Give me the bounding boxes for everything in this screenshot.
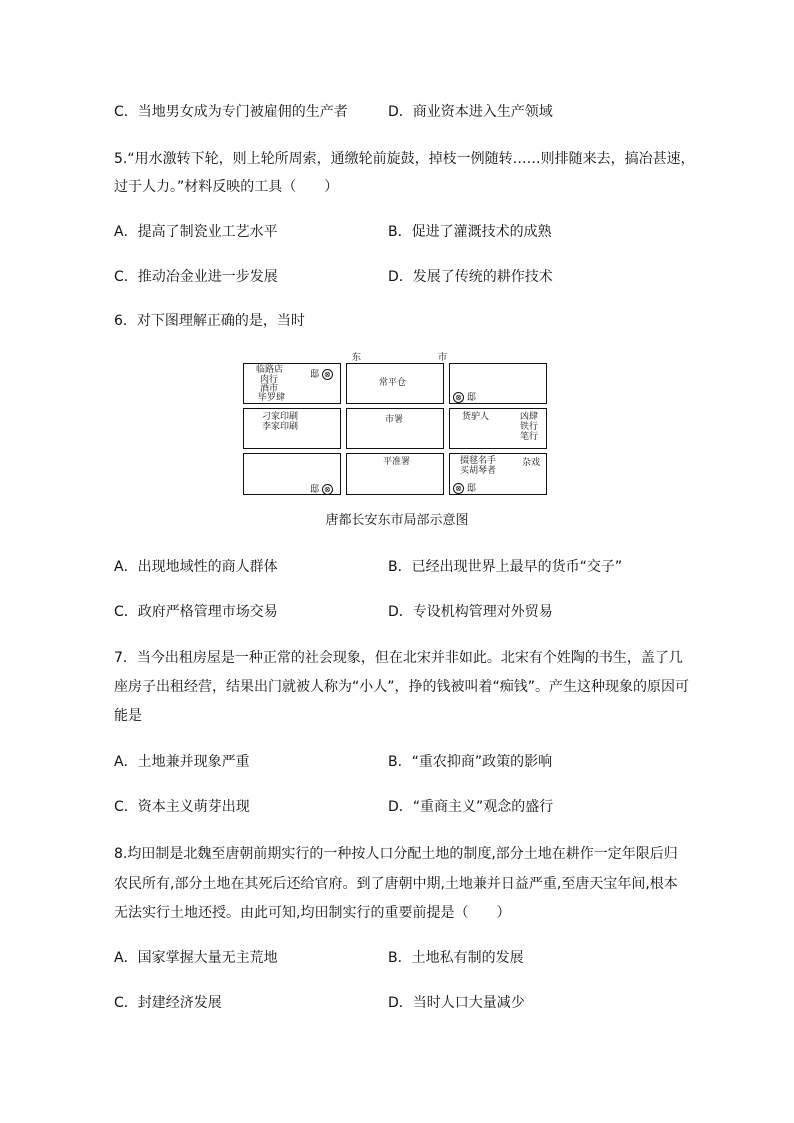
q7-option-d: D．“重商主义”观念的盛行 xyxy=(388,799,554,815)
q5-stem-line1: 5.“用水激转下轮，则上轮所周索，通缴轮前旋鼓，掉枝一例随转……则排随来去，搞冶甚速， xyxy=(114,151,695,167)
map-text-shishu: 市署 xyxy=(385,415,404,425)
q7-stem-line3: 能是 xyxy=(114,708,142,724)
map-text-bihang: 笔行 xyxy=(520,432,539,442)
map-text-biluosi: 毕罗肆 xyxy=(258,393,286,403)
shop-label: 邸 xyxy=(310,370,320,380)
map-top-label-east: 东 xyxy=(352,353,362,363)
q8-stem-line3: 无法实行土地还授。由此可知,均田制实行的重要前提是（ ） xyxy=(114,905,511,921)
map-cell-top-right xyxy=(449,363,547,404)
shop-label: 邸 xyxy=(466,484,476,494)
map-cell-bottom-left xyxy=(243,453,341,495)
q4-option-c: C．当地男女成为专门被雇佣的生产者 xyxy=(114,104,348,120)
q6-option-a: A．出现地域性的商人群体 xyxy=(114,559,278,575)
shop-label: 邸 xyxy=(310,485,320,495)
map-text-tiehang: 铁行 xyxy=(520,422,539,432)
map-shop-well-marker xyxy=(310,482,333,495)
map-text-changpingcang: 常平仓 xyxy=(379,378,407,388)
q7-stem-line1: 7．当今出租房屋是一种正常的社会现象，但在北宋并非如此。北宋有个姓陶的书生，盖了几 xyxy=(114,650,683,666)
east-market-map xyxy=(240,352,550,500)
figure-caption: 唐都长安东市局部示意图 xyxy=(325,513,469,528)
map-top-label-market: 市 xyxy=(438,353,448,363)
map-text-linludian: 临路店 xyxy=(256,365,284,375)
q8-option-a: A．国家掌握大量无主荒地 xyxy=(114,950,278,966)
q7-option-b: B．“重农抑商”政策的影响 xyxy=(388,754,553,770)
q8-option-b: B．土地私有制的发展 xyxy=(388,950,524,966)
map-text-rouhang: 肉行 xyxy=(260,375,279,385)
map-text-zaxi: 杂戏 xyxy=(522,458,541,468)
well-icon: ⊗ xyxy=(453,392,464,403)
q6-stem: 6．对下图理解正确的是，当时 xyxy=(114,313,305,329)
q5-option-b: B．促进了灌溉技术的成熟 xyxy=(388,224,552,240)
q8-stem-line2: 农民所有,部分土地在其死后还给官府。到了唐朝中期,土地兼并日益严重,至唐天宝年间,根本 xyxy=(114,876,678,892)
q8-option-d: D．当时人口大量减少 xyxy=(388,995,525,1011)
map-cell-mid-left xyxy=(243,408,341,449)
q8-option-c: C．封建经济发展 xyxy=(114,995,222,1011)
q5-stem-line2: 过于人力。”材料反映的工具（ ） xyxy=(114,179,339,195)
q6-option-b: B．已经出现世界上最早的货币“交子” xyxy=(388,559,623,575)
map-text-huqin: 买胡琴者 xyxy=(460,466,497,476)
map-text-diaojia: 刁家印刷 xyxy=(262,412,299,422)
q8-stem-line1: 8.均田制是北魏至唐朝前期实行的一种按人口分配土地的制度,部分土地在耕作一定年限后归 xyxy=(114,846,678,862)
q7-option-c: C．资本主义萌芽出现 xyxy=(114,799,250,815)
map-text-duoqiu: 掇毬名手 xyxy=(460,456,497,466)
map-text-jiushi: 酒市 xyxy=(260,384,279,394)
map-text-xiongsi: 凶肆 xyxy=(520,412,539,422)
map-cell-top-center xyxy=(346,363,444,404)
map-cell-mid-center xyxy=(346,408,444,449)
q7-option-a: A．土地兼并现象严重 xyxy=(114,754,250,770)
map-cell-mid-right xyxy=(449,408,547,449)
well-icon: ⊗ xyxy=(322,484,333,495)
map-shop-well-marker xyxy=(453,481,476,494)
q5-option-c: C．推动冶金业进一步发展 xyxy=(114,269,278,285)
well-icon: ⊗ xyxy=(453,483,464,494)
q4-option-d: D．商业资本进入生产领域 xyxy=(388,104,553,120)
shop-label: 邸 xyxy=(466,393,476,403)
q6-option-c: C．政府严格管理市场交易 xyxy=(114,604,278,620)
map-cell-bottom-center xyxy=(346,453,444,495)
map-shop-well-marker xyxy=(453,390,476,403)
q5-option-d: D．发展了传统的耕作技术 xyxy=(388,269,553,285)
q6-option-d: D．专设机构管理对外贸易 xyxy=(388,604,553,620)
q7-stem-line2: 座房子出租经营，结果出门就被人称为“小人”，挣的钱被叫着“痴钱”。产生这种现象的原因可 xyxy=(114,679,690,695)
map-cell-top-left xyxy=(243,363,341,404)
map-cell-bottom-right xyxy=(449,453,547,495)
q5-option-a: A．提高了制瓷业工艺水平 xyxy=(114,224,278,240)
map-text-pingzhunshu: 平准署 xyxy=(383,457,411,467)
map-shop-well-marker xyxy=(310,367,333,380)
map-text-huolvren: 货驴人 xyxy=(462,412,490,422)
map-text-lijia: 李家印刷 xyxy=(262,422,299,432)
well-icon: ⊗ xyxy=(322,369,333,380)
